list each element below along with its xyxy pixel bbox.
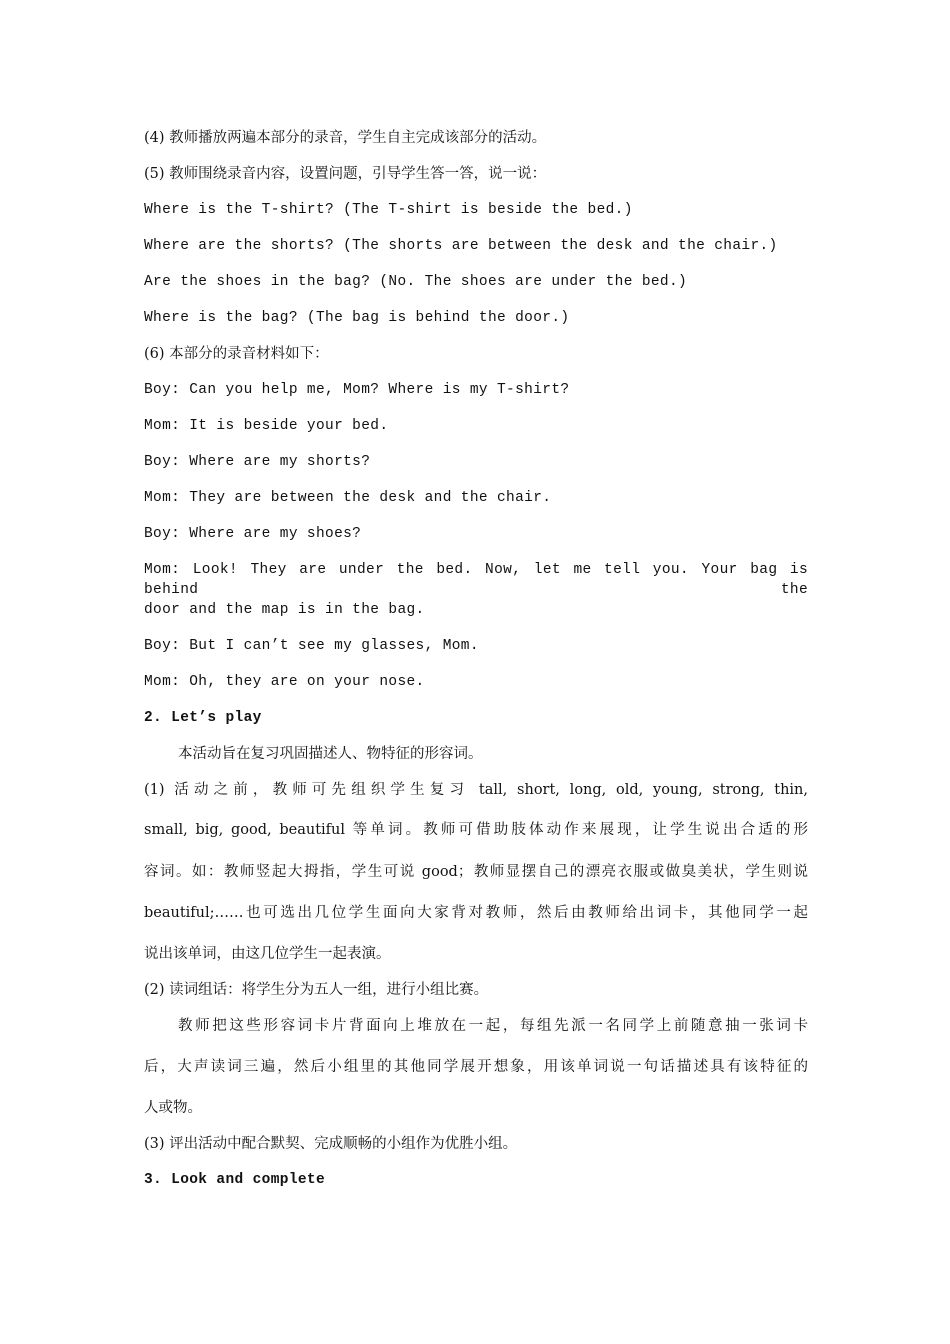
paragraph-line: 容词。如：教师竖起大拇指，学生可说 good；教师显摆自己的漂亮衣服或做臭美状，学生则说 xyxy=(144,864,808,880)
dialogue-line: Boy: Where are my shorts? xyxy=(144,454,371,470)
dialogue-line: Mom: It is beside your bed. xyxy=(144,418,389,434)
paragraph-line: 本活动旨在复习巩固描述人、物特征的形容词。 xyxy=(178,746,483,762)
dialogue-line: door and the map is in the bag. xyxy=(144,602,425,618)
dialogue-line: Boy: Can you help me, Mom? Where is my T-shirt? xyxy=(144,382,570,398)
step-5-line: (5) 教师围绕录音内容，设置问题，引导学生答一答，说一说： xyxy=(144,166,547,182)
qa-tshirt-line: Where is the T-shirt? (The T-shirt is beside the bed.) xyxy=(144,202,633,218)
dialogue-line: Boy: Where are my shoes? xyxy=(144,526,362,542)
paragraph-line: 人或物。 xyxy=(144,1100,202,1116)
paragraph-line: (2) 读词组话：将学生分为五人一组，进行小组比赛。 xyxy=(144,982,489,998)
section-heading-lets-play: 2. Let’s play xyxy=(144,710,262,726)
qa-shoes-line: Are the shoes in the bag? (No. The shoes are under the bed.) xyxy=(144,274,688,290)
step-6-line: (6) 本部分的录音材料如下： xyxy=(144,346,329,362)
paragraph-line: beautiful;……也可选出几位学生面向大家背对教师，然后由教师给出词卡，其他同学一起 xyxy=(144,905,808,921)
dialogue-line: Mom: They are between the desk and the chair. xyxy=(144,490,552,506)
paragraph-line: 教师把这些形容词卡片背面向上堆放在一起，每组先派一名同学上前随意抽一张词卡 xyxy=(178,1018,808,1034)
qa-bag-line: Where is the bag? (The bag is behind the door.) xyxy=(144,310,570,326)
dialogue-line: Boy: But I can’t see my glasses, Mom. xyxy=(144,638,479,654)
paragraph-line: (1) 活动之前，教师可先组织学生复习 tall, short, long, old, young, strong, thin, xyxy=(144,782,808,798)
qa-shorts-line: Where are the shorts? (The shorts are between the desk and the chair.) xyxy=(144,238,778,254)
dialogue-line: Mom: Look! They are under the bed. Now, let me tell you. Your bag is behind the xyxy=(144,562,808,598)
dialogue-line: Mom: Oh, they are on your nose. xyxy=(144,674,425,690)
paragraph-line: small, big, good, beautiful 等单词。教师可借助肢体动作来展现，让学生说出合适的形 xyxy=(144,822,808,838)
section-heading-look-and-complete: 3. Look and complete xyxy=(144,1172,326,1188)
paragraph-line: 说出该单词，由这几位学生一起表演。 xyxy=(144,946,391,962)
step-4-line: (4) 教师播放两遍本部分的录音，学生自主完成该部分的活动。 xyxy=(144,130,547,146)
paragraph-line: 后，大声读词三遍，然后小组里的其他同学展开想象，用该单词说一句话描述具有该特征的 xyxy=(144,1059,808,1075)
paragraph-line: (3) 评出活动中配合默契、完成顺畅的小组作为优胜小组。 xyxy=(144,1136,518,1152)
